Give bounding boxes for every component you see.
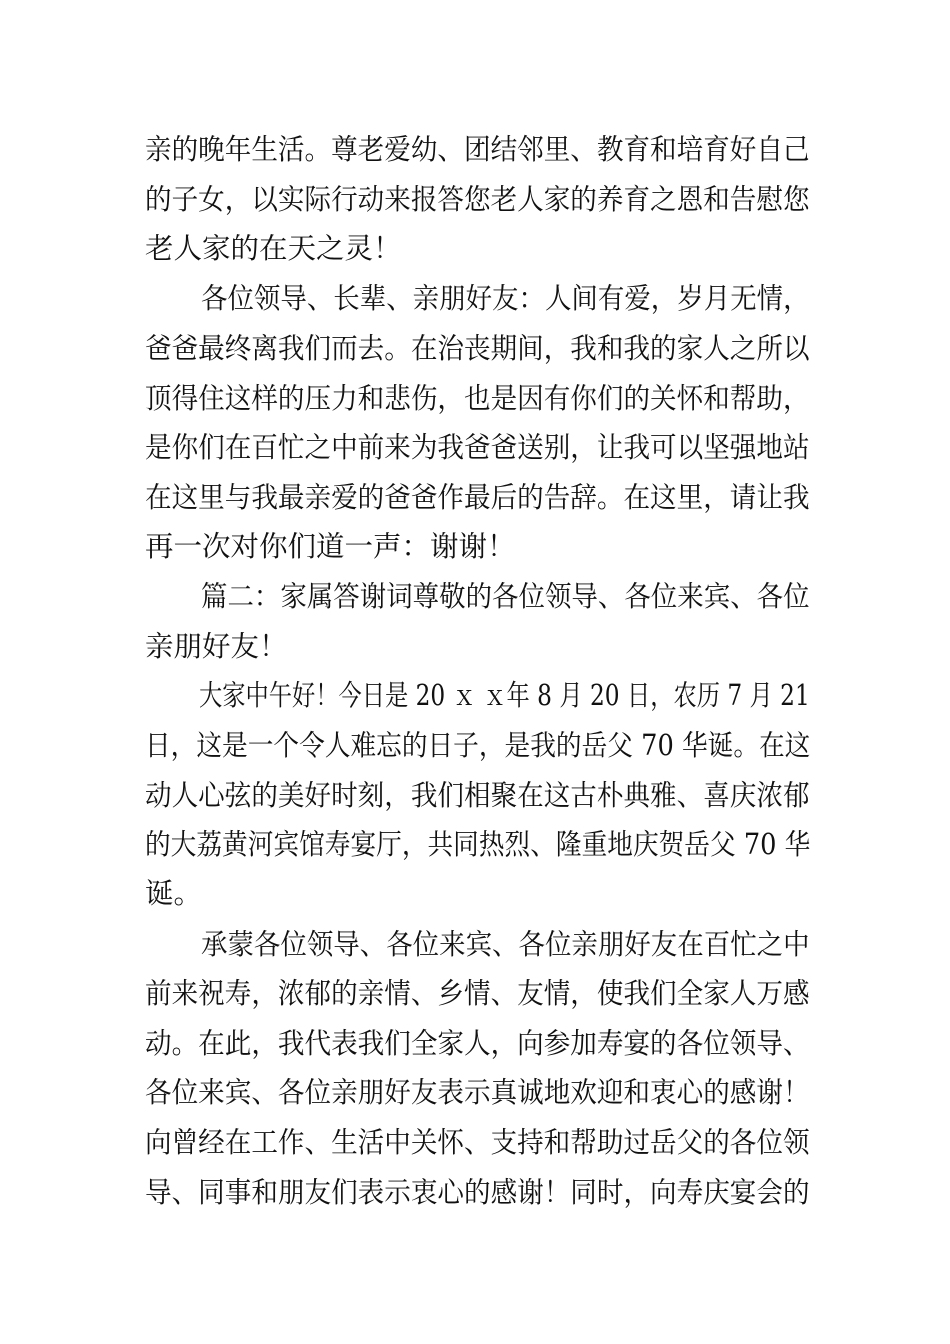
text-line: 顶得住这样的压力和悲伤，也是因有你们的关怀和帮助，: [145, 382, 810, 415]
text-line: 前来祝寿，浓郁的亲情、乡情、友情，使我们全家人万感: [145, 977, 810, 1010]
text-line: 亲朋好友！: [145, 630, 288, 663]
paragraph-first-line: 各位领导、长辈、亲朋好友：人间有爱，岁月无情，: [201, 282, 810, 315]
text-line: 的子女，以实际行动来报答您老人家的养育之恩和告慰您: [145, 183, 810, 216]
text-line: 亲的晚年生活。尊老爱幼、团结邻里、教育和培育好自己: [145, 133, 810, 166]
text-line: 动人心弦的美好时刻，我们相聚在这古朴典雅、喜庆浓郁: [145, 779, 810, 812]
text-line: 爸爸最终离我们而去。在治丧期间，我和我的家人之所以: [145, 332, 810, 365]
text-line: 老人家的在天之灵！: [145, 232, 402, 265]
text-line: 导、同事和朋友们表示衷心的感谢！同时，向寿庆宴会的: [145, 1176, 810, 1209]
section-heading-line: 篇二：家属答谢词尊敬的各位领导、各位来宾、各位: [201, 580, 810, 613]
text-line: 诞。: [145, 877, 203, 910]
paragraph-first-line: 承蒙各位领导、各位来宾、各位亲朋好友在百忙之中: [201, 928, 810, 961]
text-line: 日，这是一个令人难忘的日子，是我的岳父 70 华诞。在这: [145, 729, 811, 762]
text-line: 在这里与我最亲爱的爸爸作最后的告辞。在这里，请让我: [145, 481, 810, 514]
text-line: 向曾经在工作、生活中关怀、支持和帮助过岳父的各位领: [145, 1126, 810, 1159]
text-line: 是你们在百忙之中前来为我爸爸送别，让我可以坚强地站: [145, 431, 810, 464]
text-line: 各位来宾、各位亲朋好友表示真诚地欢迎和衷心的感谢！: [145, 1076, 810, 1109]
text-line: 的大荔黄河宾馆寿宴厅，共同热烈、隆重地庆贺岳父 70 华: [145, 828, 811, 861]
text-line: 再一次对你们道一声：谢谢！: [145, 530, 516, 563]
text-line: 动。在此，我代表我们全家人，向参加寿宴的各位领导、: [145, 1027, 810, 1060]
paragraph-first-line: 大家中午好！今日是 20 ｘ ｘ年 8 月 20 日，农历 7 月 21: [199, 679, 810, 712]
